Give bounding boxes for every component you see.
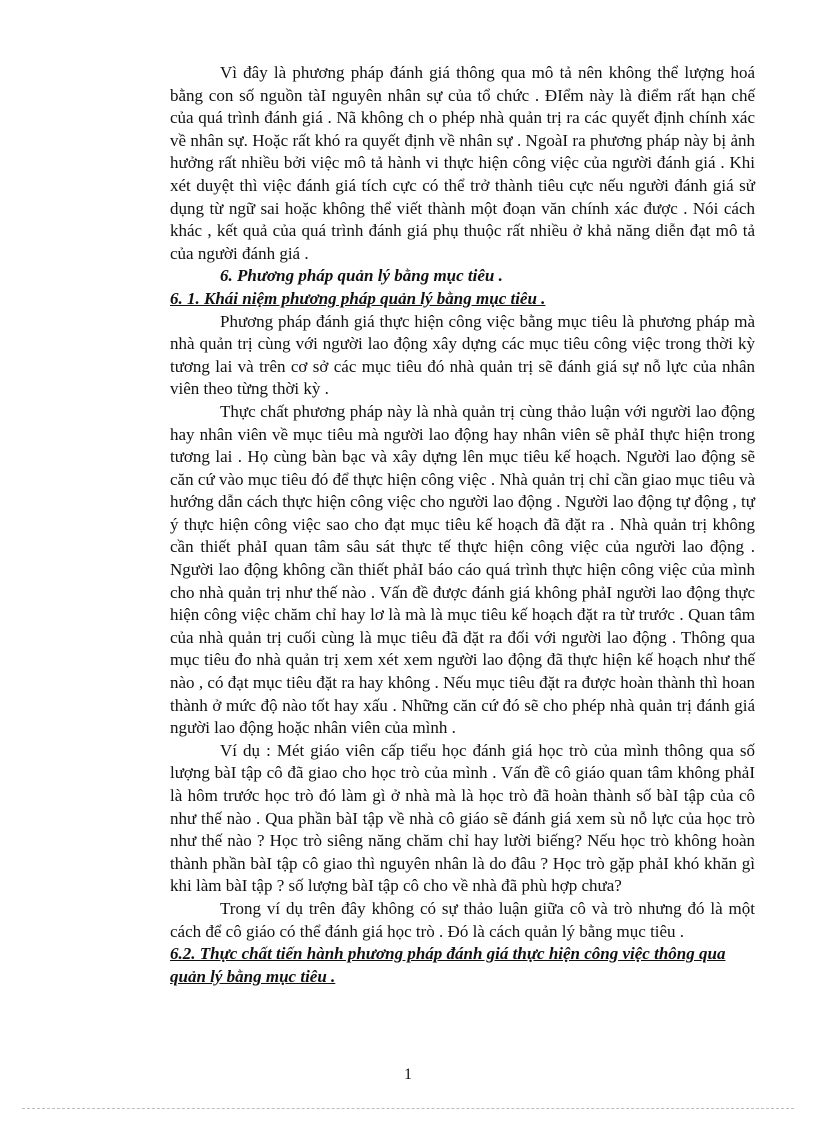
section-heading-6-2: 6.2. Thực chất tiến hành phương pháp đánh giá thực hiện công việc thông qua quản lý bằng mục tiêu . <box>170 944 726 986</box>
paragraph-conclusion: Trong ví dụ trên đây không có sự thảo luận giữa cô và trò nhưng đó là một cách để cô giáo có thể đánh giá học trò . Đó là cách quản lý bằng mục tiêu . <box>170 898 755 941</box>
section-heading-6-1: 6. 1. Khái niệm phương pháp quản lý bằng mục tiêu . <box>170 288 546 308</box>
section-heading-6: 6. Phương pháp quản lý bằng mục tiêu . <box>220 266 503 286</box>
document-page <box>170 62 755 988</box>
paragraph-example: Ví dụ : Mét giáo viên cấp tiểu học đánh giá học trò của mình thông qua số lượng bàI tập cô đã giao cho học trò của mình . Vấn đề cô giáo quan tâm không phảI là hôm trước học trò đó làm gì ở nhà mà là học trò đã hoàn thành số bàI tập của cô như thế nào . Qua phần bàI tập về nhà cô giáo sẽ đánh giá xem sù nỗ lực của học trò như thế nào ? Học trò siêng năng chăm chỉ hay lười biếng? Nếu học trò không hoàn thành phần bàI tập cô giao thì nguyên nhân là do đâu ? Học trò gặp phảI khó khăn gì khi làm bàI tập ? số lượng bàI tập cô cho về nhà đã phù hợp chưa? <box>170 740 755 896</box>
paragraph-definition: Phương pháp đánh giá thực hiện công việc bằng mục tiêu là phương pháp mà nhà quản trị cùng với người lao động xây dựng các mục tiêu công việc trong thời kỳ tương lai và trên cơ sở các mục tiêu đó nhà quản trị sẽ đánh giá sự nỗ lực của nhân viên theo từng thời kỳ . <box>170 311 755 399</box>
page-bottom-border <box>22 1108 794 1109</box>
paragraph-intro: Vì đây là phương pháp đánh giá thông qua mô tả nên không thể lượng hoá bằng con số nguồn tàI nguyên nhân sự của tổ chức . ĐIểm này là điểm rất hạn chế của quá trình đánh giá . Nã không ch o phép nhà quản trị ra các quyết định chính xác về nhân sự. Hoặc rất khó ra quyết định về nhân sự . NgoàI ra phương pháp này bị ảnh hưởng rất nhiều bởi việc mô tả hành vi thực hiện công việc của người đánh giá . Khi xét duyệt thì việc đánh giá tích cực có thể trở thành tiêu cực nếu người đánh giá sử dụng từ ngữ sai hoặc không thể viết thành một đoạn văn chính xác được . Nói cách khác , kết quả của quá trình đánh giá phụ thuộc rất nhiều ở khả năng diễn đạt mô tả của người đánh giá . <box>170 63 755 263</box>
paragraph-essence: Thực chất phương pháp này là nhà quản trị cùng thảo luận với người lao động hay nhân viên về mục tiêu mà người lao động hay nhân viên sẽ phảI thực hiện trong tương lai . Họ cùng bàn bạc và xây dựng lên mục tiêu kế hoạch. Người lao động sẽ căn cứ vào mục tiêu đó để thực hiện công việc . Nhà quản trị chỉ cần giao mục tiêu và hướng dẫn cách thực hiện công việc cho người lao động . Người lao động tự động , tự ý thực hiện công việc sao cho đạt mục tiêu kế hoạch đã đặt ra . Nhà quản trị không cần thiết phảI quan tâm sâu sát thực tế thực hiện công việc của người lao động . Người lao động không cần thiết phảI báo cáo quá trình thực hiện công việc của mình cho nhà quản trị như thế nào . Vấn đề được đánh giá không phảI người lao động thực hiện công việc chăm chỉ hay lơ là mà là mục tiêu kế hoạch đặt ra từ trước . Quan tâm của nhà quản trị cuối cùng là mục tiêu đã đặt ra đối với người lao động . Thông qua mục tiêu đo nhà quản trị xem xét xem người lao động đã thực hiện kế hoạch như thế nào , có đạt mục tiêu đặt ra hay không . Nếu mục tiêu đặt ra được hoàn thành thì hoan thành ở mức độ nào tốt hay xấu . Những căn cứ đó sẽ cho phép nhà quản trị đánh giá người lao động hoặc nhân viên của mình . <box>170 401 755 738</box>
page-number: 1 <box>404 1066 412 1083</box>
